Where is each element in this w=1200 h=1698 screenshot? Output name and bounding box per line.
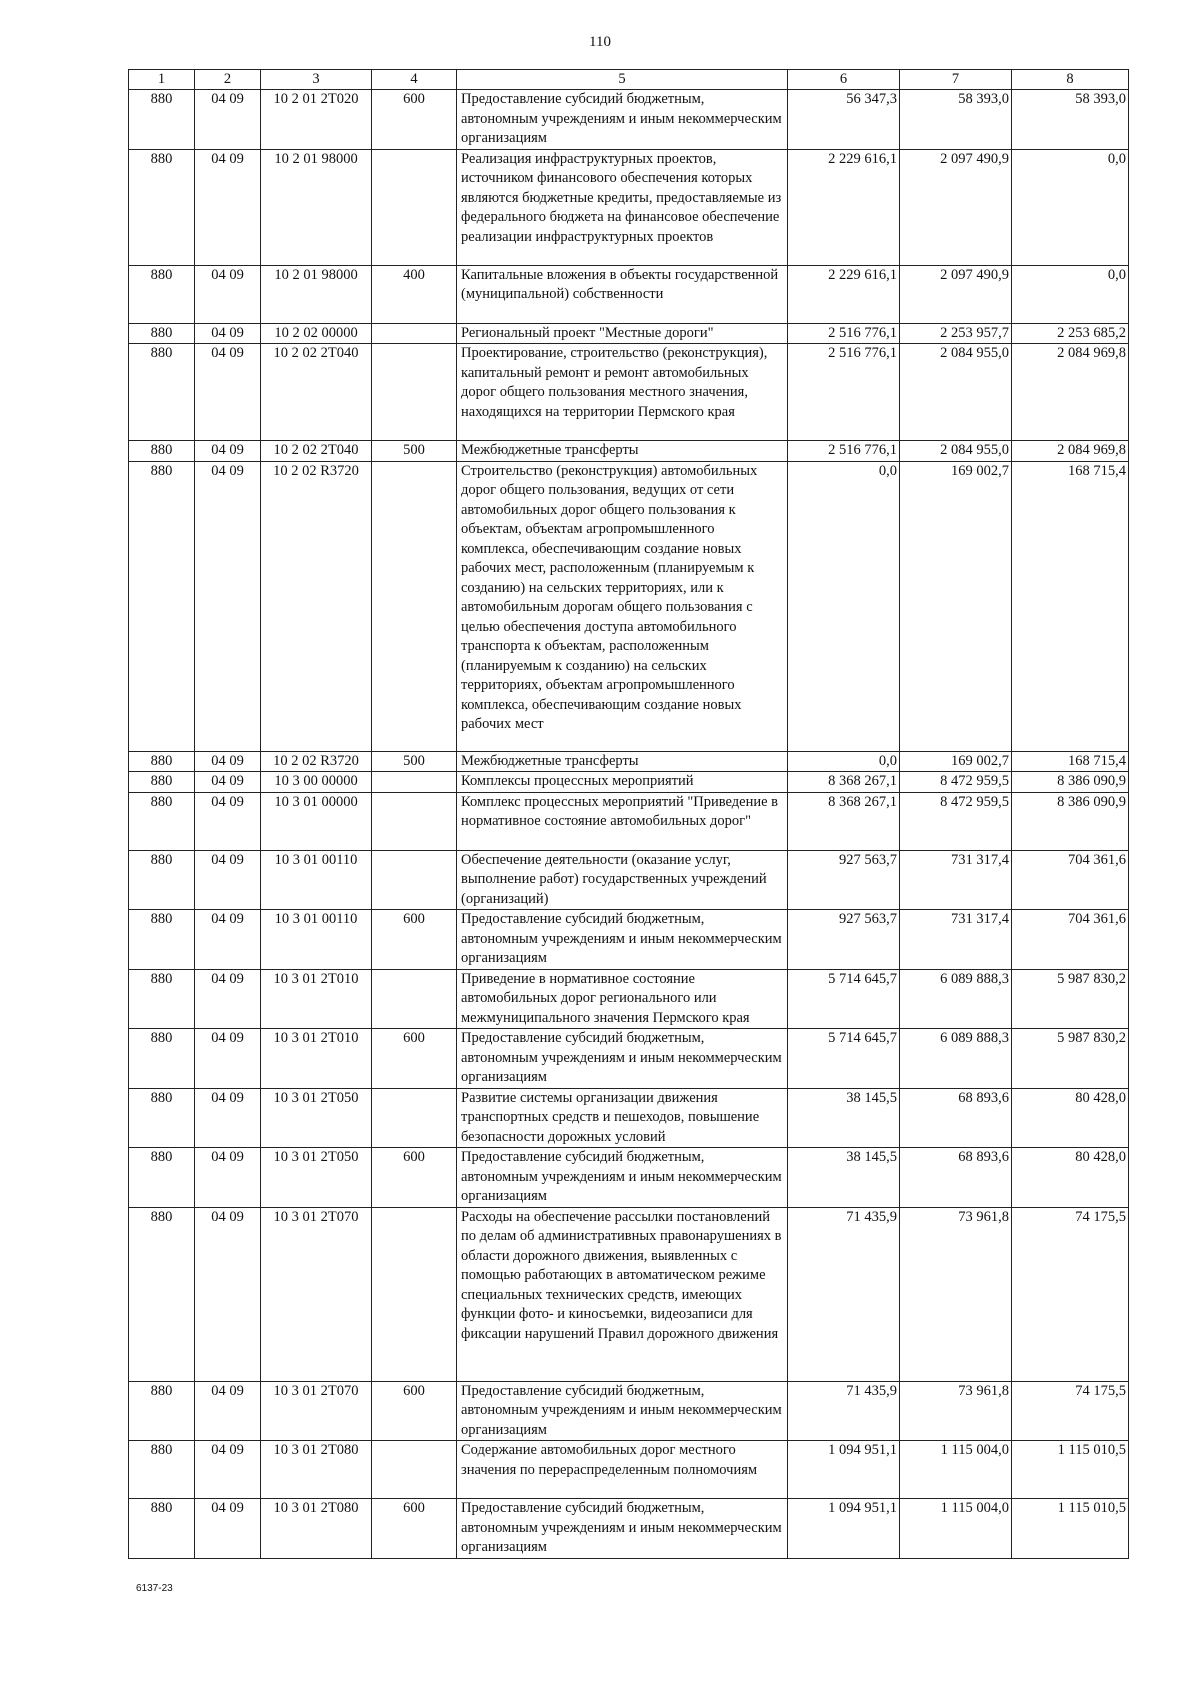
cell-target-article: 10 2 01 2Т020 — [261, 90, 372, 150]
cell-amount-year-2: 6 089 888,3 — [900, 1029, 1012, 1089]
cell-amount-year-3: 74 175,5 — [1012, 1207, 1129, 1381]
cell-section-code: 04 09 — [195, 969, 261, 1029]
cell-amount-year-1: 5 714 645,7 — [788, 1029, 900, 1089]
cell-description: Предоставление субсидий бюджетным, автономным учреждениям и иным некоммерческим организациям — [457, 1029, 788, 1089]
cell-section-code: 04 09 — [195, 1441, 261, 1499]
cell-section-code: 04 09 — [195, 323, 261, 344]
cell-amount-year-2: 2 097 490,9 — [900, 265, 1012, 323]
cell-section-code: 04 09 — [195, 1207, 261, 1381]
cell-description: Предоставление субсидий бюджетным, автономным учреждениям и иным некоммерческим организациям — [457, 90, 788, 150]
cell-publisher-code: 880 — [129, 149, 195, 265]
cell-amount-year-3: 5 987 830,2 — [1012, 1029, 1129, 1089]
cell-description: Межбюджетные трансферты — [457, 751, 788, 772]
cell-amount-year-1: 0,0 — [788, 461, 900, 751]
cell-description: Предоставление субсидий бюджетным, автономным учреждениям и иным некоммерческим организациям — [457, 1499, 788, 1559]
cell-amount-year-3: 0,0 — [1012, 265, 1129, 323]
cell-amount-year-1: 1 094 951,1 — [788, 1499, 900, 1559]
cell-publisher-code: 880 — [129, 1499, 195, 1559]
table-row — [129, 441, 1129, 462]
cell-target-article: 10 3 01 2Т080 — [261, 1441, 372, 1499]
cell-target-article: 10 2 02 2Т040 — [261, 344, 372, 441]
cell-amount-year-2: 68 893,6 — [900, 1148, 1012, 1208]
cell-expense-type: 600 — [372, 90, 457, 150]
cell-publisher-code: 880 — [129, 1441, 195, 1499]
table-row — [129, 1207, 1129, 1381]
cell-expense-type: 600 — [372, 1029, 457, 1089]
cell-amount-year-1: 71 435,9 — [788, 1207, 900, 1381]
cell-amount-year-3: 1 115 010,5 — [1012, 1499, 1129, 1559]
cell-amount-year-3: 704 361,6 — [1012, 910, 1129, 970]
cell-amount-year-1: 38 145,5 — [788, 1088, 900, 1148]
cell-target-article: 10 3 01 00000 — [261, 792, 372, 850]
cell-publisher-code: 880 — [129, 772, 195, 793]
header-row — [129, 70, 1129, 90]
cell-expense-type — [372, 850, 457, 910]
cell-amount-year-2: 8 472 959,5 — [900, 772, 1012, 793]
cell-amount-year-1: 2 516 776,1 — [788, 344, 900, 441]
cell-description: Обеспечение деятельности (оказание услуг, выполнение работ) государственных учреждений (организаций) — [457, 850, 788, 910]
column-header: 5 — [457, 70, 788, 90]
cell-amount-year-3: 80 428,0 — [1012, 1148, 1129, 1208]
budget-table — [128, 69, 1129, 1559]
cell-target-article: 10 3 01 2Т050 — [261, 1148, 372, 1208]
cell-publisher-code: 880 — [129, 850, 195, 910]
cell-target-article: 10 3 01 2Т010 — [261, 969, 372, 1029]
cell-publisher-code: 880 — [129, 1207, 195, 1381]
table-row — [129, 90, 1129, 150]
cell-amount-year-3: 80 428,0 — [1012, 1088, 1129, 1148]
cell-amount-year-3: 74 175,5 — [1012, 1381, 1129, 1441]
cell-expense-type: 600 — [372, 1499, 457, 1559]
cell-description: Строительство (реконструкция) автомобильных дорог общего пользования, ведущих от сети автомобильных дорог общего пользования к объектам, объектам агропромышленного комплекса, обеспечивающим создание новых рабочих мест, расположенным (планируемым к созданию) на сельских территориях, или к автомобильным дорогам общего пользования с целью обеспечения доступа автомобильного транспорта к объектам, расположенным (планируемым к созданию) на сельских территориях, объектам агропромышленного комплекса, обеспечивающим создание новых рабочих мест — [457, 461, 788, 751]
cell-amount-year-2: 58 393,0 — [900, 90, 1012, 150]
column-header: 4 — [372, 70, 457, 90]
cell-description: Комплексы процессных мероприятий — [457, 772, 788, 793]
cell-amount-year-3: 168 715,4 — [1012, 751, 1129, 772]
table-row — [129, 1441, 1129, 1499]
cell-amount-year-2: 2 253 957,7 — [900, 323, 1012, 344]
cell-amount-year-2: 2 084 955,0 — [900, 441, 1012, 462]
cell-amount-year-1: 8 368 267,1 — [788, 772, 900, 793]
table-row — [129, 149, 1129, 265]
cell-target-article: 10 2 01 98000 — [261, 265, 372, 323]
cell-target-article: 10 3 01 2Т050 — [261, 1088, 372, 1148]
cell-description: Капитальные вложения в объекты государственной (муниципальной) собственности — [457, 265, 788, 323]
cell-description: Предоставление субсидий бюджетным, автономным учреждениям и иным некоммерческим организациям — [457, 1148, 788, 1208]
cell-description: Реализация инфраструктурных проектов, источником финансового обеспечения которых являются бюджетные кредиты, предоставляемые из федерального бюджета на финансовое обеспечение реализации инфраструктурных проектов — [457, 149, 788, 265]
table-row — [129, 1148, 1129, 1208]
cell-amount-year-2: 1 115 004,0 — [900, 1441, 1012, 1499]
cell-amount-year-3: 8 386 090,9 — [1012, 772, 1129, 793]
cell-expense-type — [372, 344, 457, 441]
cell-amount-year-1: 8 368 267,1 — [788, 792, 900, 850]
cell-section-code: 04 09 — [195, 1499, 261, 1559]
cell-expense-type: 600 — [372, 1148, 457, 1208]
cell-publisher-code: 880 — [129, 461, 195, 751]
cell-section-code: 04 09 — [195, 772, 261, 793]
cell-target-article: 10 3 01 00110 — [261, 910, 372, 970]
cell-expense-type — [372, 772, 457, 793]
cell-section-code: 04 09 — [195, 792, 261, 850]
cell-expense-type — [372, 461, 457, 751]
table-row — [129, 461, 1129, 751]
cell-expense-type: 600 — [372, 1381, 457, 1441]
cell-section-code: 04 09 — [195, 441, 261, 462]
cell-target-article: 10 2 02 R3720 — [261, 461, 372, 751]
cell-section-code: 04 09 — [195, 1088, 261, 1148]
cell-amount-year-1: 1 094 951,1 — [788, 1441, 900, 1499]
cell-amount-year-1: 2 516 776,1 — [788, 441, 900, 462]
cell-amount-year-2: 68 893,6 — [900, 1088, 1012, 1148]
cell-description: Региональный проект "Местные дороги" — [457, 323, 788, 344]
cell-amount-year-1: 0,0 — [788, 751, 900, 772]
cell-expense-type — [372, 792, 457, 850]
cell-target-article: 10 3 01 00110 — [261, 850, 372, 910]
cell-description: Расходы на обеспечение рассылки постановлений по делам об административных правонарушениях в области дорожного движения, выявленных с помощью работающих в автоматическом режиме специальных технических средств, имеющих функции фото- и киносъемки, видеозаписи для фиксации нарушений Правил дорожного движения — [457, 1207, 788, 1381]
cell-amount-year-2: 73 961,8 — [900, 1381, 1012, 1441]
cell-publisher-code: 880 — [129, 910, 195, 970]
cell-publisher-code: 880 — [129, 751, 195, 772]
column-header: 6 — [788, 70, 900, 90]
cell-amount-year-3: 58 393,0 — [1012, 90, 1129, 150]
cell-target-article: 10 3 01 2Т010 — [261, 1029, 372, 1089]
cell-amount-year-3: 168 715,4 — [1012, 461, 1129, 751]
cell-publisher-code: 880 — [129, 90, 195, 150]
cell-target-article: 10 2 01 98000 — [261, 149, 372, 265]
cell-amount-year-3: 1 115 010,5 — [1012, 1441, 1129, 1499]
table-row — [129, 1499, 1129, 1559]
cell-amount-year-2: 169 002,7 — [900, 751, 1012, 772]
cell-amount-year-3: 0,0 — [1012, 149, 1129, 265]
cell-publisher-code: 880 — [129, 344, 195, 441]
table-row — [129, 850, 1129, 910]
column-header: 3 — [261, 70, 372, 90]
table-row — [129, 1029, 1129, 1089]
cell-section-code: 04 09 — [195, 1148, 261, 1208]
cell-amount-year-1: 2 516 776,1 — [788, 323, 900, 344]
cell-section-code: 04 09 — [195, 265, 261, 323]
cell-expense-type: 400 — [372, 265, 457, 323]
cell-publisher-code: 880 — [129, 1029, 195, 1089]
cell-amount-year-2: 169 002,7 — [900, 461, 1012, 751]
column-header: 2 — [195, 70, 261, 90]
cell-section-code: 04 09 — [195, 461, 261, 751]
cell-amount-year-2: 73 961,8 — [900, 1207, 1012, 1381]
cell-publisher-code: 880 — [129, 1088, 195, 1148]
cell-expense-type: 500 — [372, 441, 457, 462]
cell-publisher-code: 880 — [129, 792, 195, 850]
cell-amount-year-1: 2 229 616,1 — [788, 149, 900, 265]
cell-expense-type — [372, 1441, 457, 1499]
column-header: 8 — [1012, 70, 1129, 90]
cell-amount-year-3: 2 084 969,8 — [1012, 441, 1129, 462]
column-header: 7 — [900, 70, 1012, 90]
cell-section-code: 04 09 — [195, 149, 261, 265]
cell-target-article: 10 3 01 2Т070 — [261, 1207, 372, 1381]
cell-section-code: 04 09 — [195, 751, 261, 772]
cell-amount-year-2: 731 317,4 — [900, 850, 1012, 910]
cell-target-article: 10 3 01 2Т070 — [261, 1381, 372, 1441]
cell-publisher-code: 880 — [129, 265, 195, 323]
cell-amount-year-2: 1 115 004,0 — [900, 1499, 1012, 1559]
cell-publisher-code: 880 — [129, 1148, 195, 1208]
cell-section-code: 04 09 — [195, 910, 261, 970]
table-row — [129, 910, 1129, 970]
column-header: 1 — [129, 70, 195, 90]
table-row — [129, 1381, 1129, 1441]
cell-expense-type: 500 — [372, 751, 457, 772]
cell-amount-year-2: 731 317,4 — [900, 910, 1012, 970]
cell-amount-year-1: 2 229 616,1 — [788, 265, 900, 323]
cell-amount-year-1: 56 347,3 — [788, 90, 900, 150]
cell-amount-year-1: 5 714 645,7 — [788, 969, 900, 1029]
cell-publisher-code: 880 — [129, 1381, 195, 1441]
cell-target-article: 10 2 02 2Т040 — [261, 441, 372, 462]
cell-target-article: 10 3 01 2Т080 — [261, 1499, 372, 1559]
cell-expense-type — [372, 1088, 457, 1148]
cell-amount-year-3: 5 987 830,2 — [1012, 969, 1129, 1029]
table-row — [129, 751, 1129, 772]
cell-amount-year-3: 704 361,6 — [1012, 850, 1129, 910]
cell-description: Межбюджетные трансферты — [457, 441, 788, 462]
cell-description: Содержание автомобильных дорог местного значения по перераспределенным полномочиям — [457, 1441, 788, 1499]
cell-target-article: 10 3 00 00000 — [261, 772, 372, 793]
cell-amount-year-3: 2 253 685,2 — [1012, 323, 1129, 344]
table-row — [129, 772, 1129, 793]
cell-section-code: 04 09 — [195, 90, 261, 150]
cell-amount-year-1: 71 435,9 — [788, 1381, 900, 1441]
table-body — [129, 90, 1129, 1559]
cell-expense-type — [372, 969, 457, 1029]
cell-amount-year-3: 8 386 090,9 — [1012, 792, 1129, 850]
cell-section-code: 04 09 — [195, 850, 261, 910]
cell-description: Проектирование, строительство (реконструкция), капитальный ремонт и ремонт автомобильных дорог общего пользования местного значения, находящихся на территории Пермского края — [457, 344, 788, 441]
page-number: 110 — [589, 34, 611, 50]
cell-section-code: 04 09 — [195, 1381, 261, 1441]
cell-description: Предоставление субсидий бюджетным, автономным учреждениям и иным некоммерческим организациям — [457, 1381, 788, 1441]
cell-description: Приведение в нормативное состояние автомобильных дорог регионального или межмуниципального значения Пермского края — [457, 969, 788, 1029]
cell-amount-year-1: 927 563,7 — [788, 910, 900, 970]
cell-amount-year-2: 2 084 955,0 — [900, 344, 1012, 441]
table-row — [129, 969, 1129, 1029]
cell-publisher-code: 880 — [129, 323, 195, 344]
cell-amount-year-1: 38 145,5 — [788, 1148, 900, 1208]
cell-description: Комплекс процессных мероприятий "Приведение в нормативное состояние автомобильных дорог" — [457, 792, 788, 850]
cell-expense-type — [372, 323, 457, 344]
table-row — [129, 344, 1129, 441]
cell-expense-type — [372, 149, 457, 265]
table-row — [129, 265, 1129, 323]
cell-expense-type — [372, 1207, 457, 1381]
cell-amount-year-2: 6 089 888,3 — [900, 969, 1012, 1029]
table-row — [129, 323, 1129, 344]
cell-section-code: 04 09 — [195, 344, 261, 441]
cell-description: Предоставление субсидий бюджетным, автономным учреждениям и иным некоммерческим организациям — [457, 910, 788, 970]
cell-expense-type: 600 — [372, 910, 457, 970]
cell-description: Развитие системы организации движения транспортных средств и пешеходов, повышение безопасности дорожных условий — [457, 1088, 788, 1148]
footer-code: 6137-23 — [136, 1583, 173, 1594]
cell-publisher-code: 880 — [129, 441, 195, 462]
cell-amount-year-2: 8 472 959,5 — [900, 792, 1012, 850]
table-row — [129, 792, 1129, 850]
cell-publisher-code: 880 — [129, 969, 195, 1029]
cell-amount-year-3: 2 084 969,8 — [1012, 344, 1129, 441]
cell-target-article: 10 2 02 R3720 — [261, 751, 372, 772]
cell-amount-year-2: 2 097 490,9 — [900, 149, 1012, 265]
cell-amount-year-1: 927 563,7 — [788, 850, 900, 910]
cell-target-article: 10 2 02 00000 — [261, 323, 372, 344]
table-row — [129, 1088, 1129, 1148]
cell-section-code: 04 09 — [195, 1029, 261, 1089]
